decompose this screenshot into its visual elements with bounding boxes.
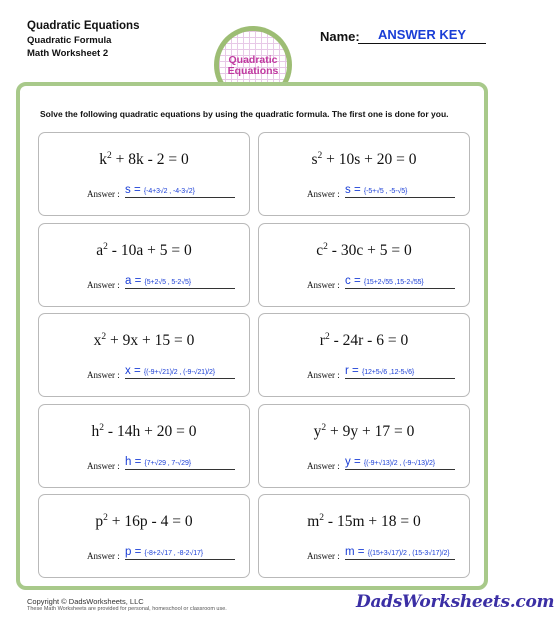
answer-variable: s = (345, 184, 361, 196)
answer-label: Answer : (87, 189, 120, 199)
answer-label: Answer : (307, 280, 340, 290)
exponent: 2 (107, 151, 112, 161)
instructions: Solve the following quadratic equations by using the quadratic formula. The first one is done for you. (40, 109, 449, 119)
equation-variable: r (319, 332, 325, 350)
answer-variable: c = (345, 275, 361, 287)
exponent: 2 (319, 513, 325, 523)
equation-variable: s (311, 151, 318, 169)
equation-variable: k (99, 151, 108, 169)
answer-variable: m = (345, 546, 365, 558)
problem-card (258, 223, 470, 307)
exponent: 2 (99, 423, 105, 433)
answer-label: Answer : (87, 551, 120, 561)
equation (259, 513, 469, 531)
answer-label: Answer : (307, 551, 340, 561)
equation (39, 423, 249, 441)
answer-value: {-8+2√17 , -8-2√17} (144, 550, 204, 557)
answer-field[interactable] (125, 184, 235, 198)
answer-variable: y = (345, 456, 361, 468)
answer-value: {(15+3√17)/2 , (15-3√17)/2} (367, 550, 450, 557)
problem-card (258, 313, 470, 397)
name-value: ANSWER KEY (377, 27, 467, 42)
equation (259, 423, 469, 441)
exponent: 2 (324, 332, 330, 342)
answer-value: {-5+√5 , -5-√5} (363, 188, 408, 195)
answer-variable: h = (125, 456, 142, 468)
equation-variable: y (313, 423, 322, 441)
answer-field[interactable] (125, 365, 235, 379)
answer-value: {7+√29 , 7-√29} (144, 460, 191, 467)
name-label: Name: (320, 29, 360, 44)
equation (39, 332, 249, 350)
answer-field[interactable] (345, 275, 455, 289)
answer-variable: a = (125, 275, 142, 287)
equation-rest: + 10s + 20 = 0 (322, 151, 417, 169)
answer-value: {5+2√5 , 5-2√5} (144, 279, 191, 286)
equation-rest: - 15m + 18 = 0 (324, 513, 421, 531)
exponent: 2 (321, 423, 327, 433)
exponent: 2 (103, 242, 108, 252)
equation-rest: - 10a + 5 = 0 (107, 242, 192, 260)
problem-card (258, 404, 470, 488)
answer-label: Answer : (87, 280, 120, 290)
answer-label: Answer : (307, 461, 340, 471)
exponent: 2 (317, 151, 323, 161)
equation-variable: a (96, 242, 104, 260)
brand-logo: DadsWorksheets.com (356, 592, 554, 612)
equation (39, 242, 249, 260)
equation (259, 332, 469, 350)
answer-variable: p = (125, 546, 142, 558)
answer-variable: x = (125, 365, 141, 377)
worksheet-subtitle: Quadratic Formula (27, 35, 112, 46)
logo-text-line2: Equations (227, 65, 279, 77)
equation-variable: p (95, 513, 104, 531)
problem-card (38, 132, 250, 216)
copyright-text: Copyright © DadsWorksheets, LLC (27, 597, 144, 606)
equation-variable: x (93, 332, 102, 350)
problem-card (258, 494, 470, 578)
equation-variable: m (307, 513, 320, 531)
equation-rest: + 8k - 2 = 0 (111, 151, 189, 169)
answer-field[interactable] (345, 546, 455, 560)
usage-note: These Math Worksheets are provided for personal, homeschool or classroom use. (27, 606, 227, 612)
answer-value: {12+5√6 ,12-5√6} (361, 369, 415, 376)
problem-card (38, 494, 250, 578)
answer-variable: r = (345, 365, 359, 377)
answer-label: Answer : (87, 461, 120, 471)
equation (259, 151, 469, 169)
answer-field[interactable] (125, 546, 235, 560)
problem-card (258, 132, 470, 216)
equation-rest: - 24r - 6 = 0 (329, 332, 409, 350)
answer-value: {15+2√55 ,15-2√55} (363, 279, 424, 286)
answer-label: Answer : (87, 370, 120, 380)
answer-field[interactable] (125, 456, 235, 470)
exponent: 2 (101, 332, 107, 342)
answer-field[interactable] (345, 365, 455, 379)
answer-field[interactable] (345, 456, 455, 470)
equation-variable: h (91, 423, 100, 441)
answer-variable: s = (125, 184, 141, 196)
equation-rest: - 30c + 5 = 0 (327, 242, 412, 260)
problem-card (38, 313, 250, 397)
logo-text-line1: Quadratic (228, 54, 278, 66)
answer-value: {-4+3√2 , -4-3√2} (143, 188, 195, 195)
exponent: 2 (323, 242, 328, 252)
equation-variable: c (316, 242, 324, 260)
problem-card (38, 223, 250, 307)
problem-card (38, 404, 250, 488)
answer-field[interactable] (345, 184, 455, 198)
equation-rest: + 9x + 15 = 0 (106, 332, 195, 350)
name-field[interactable] (358, 43, 486, 44)
answer-value: {(-9+√13)/2 , (-9-√13)/2} (363, 460, 436, 467)
equation (39, 513, 249, 531)
worksheet-title: Quadratic Equations (27, 20, 140, 32)
equation-rest: + 9y + 17 = 0 (326, 423, 415, 441)
exponent: 2 (103, 513, 108, 523)
answer-field[interactable] (125, 275, 235, 289)
equation (39, 151, 249, 169)
equation-rest: + 16p - 4 = 0 (107, 513, 193, 531)
answer-label: Answer : (307, 370, 340, 380)
equation (259, 242, 469, 260)
answer-value: {(-9+√21)/2 , (-9-√21)/2} (143, 369, 216, 376)
equation-rest: - 14h + 20 = 0 (104, 423, 197, 441)
worksheet-number: Math Worksheet 2 (27, 48, 109, 59)
answer-label: Answer : (307, 189, 340, 199)
